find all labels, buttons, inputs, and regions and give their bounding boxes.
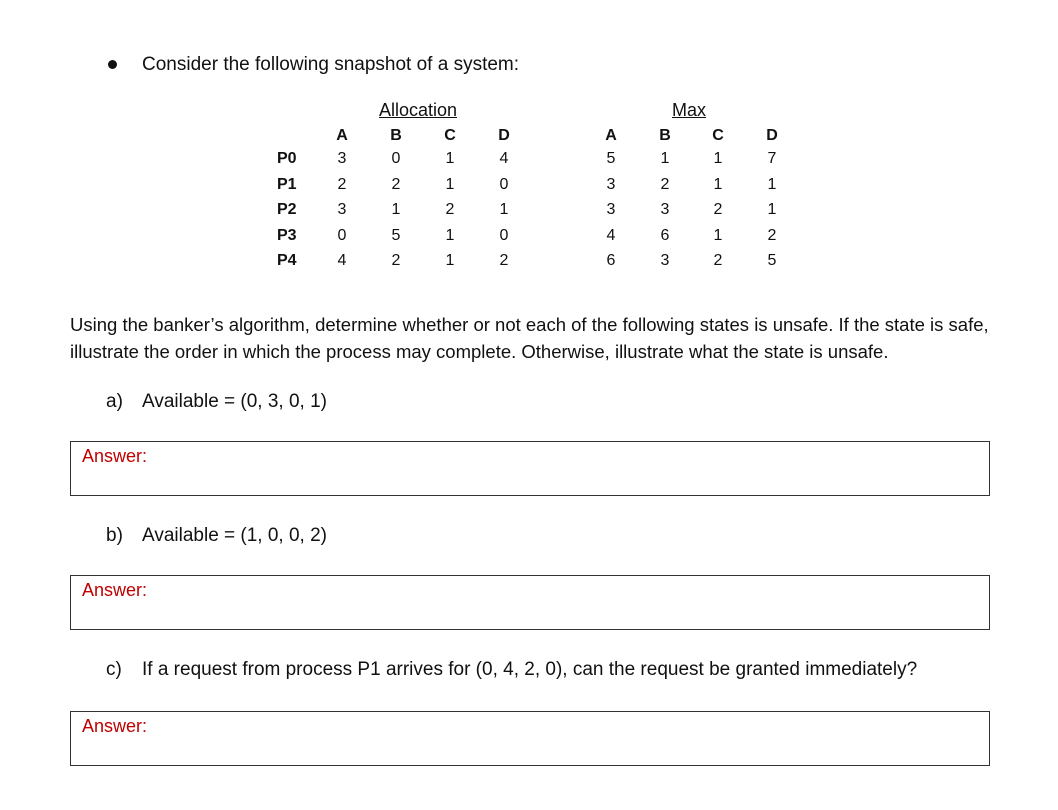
max-cell: 7	[767, 150, 777, 167]
question-a-label: a)	[106, 391, 123, 412]
max-cell: 1	[713, 176, 723, 193]
allocation-cell: 2	[391, 176, 401, 193]
question-a	[106, 391, 327, 413]
max-col-b: B	[659, 127, 671, 144]
max-cell: 1	[660, 150, 670, 167]
max-cell: 1	[767, 201, 777, 218]
max-cell: 5	[606, 150, 616, 167]
max-cell: 3	[606, 201, 616, 218]
max-cell: 3	[660, 201, 670, 218]
allocation-cell: 4	[337, 252, 347, 269]
answer-box-b[interactable]	[70, 575, 990, 630]
allocation-cell: 3	[337, 150, 347, 167]
allocation-cell: 0	[391, 150, 401, 167]
max-cell: 6	[660, 227, 670, 244]
allocation-cell: 1	[391, 201, 401, 218]
process-label-p1: P1	[277, 176, 297, 193]
max-cell: 3	[606, 176, 616, 193]
allocation-cell: 4	[499, 150, 509, 167]
allocation-cell: 2	[337, 176, 347, 193]
answer-label-c: Answer:	[82, 716, 148, 736]
allocation-cell: 3	[337, 201, 347, 218]
question-c-text: If a request from process P1 arrives for (0, 4, 2, 0), can the request be granted immediately?	[142, 659, 918, 680]
answer-label-b: Answer:	[82, 580, 148, 600]
max-cell: 1	[713, 150, 723, 167]
instructions-paragraph: Using the banker’s algorithm, determine whether or not each of the following states is unsafe. If the state is safe, illustrate the order in which the process may complete. Otherwise, illustrate what the state is unsafe.	[70, 314, 989, 362]
max-cell: 2	[660, 176, 670, 193]
allocation-cell: 1	[499, 201, 509, 218]
allocation-col-d: D	[498, 127, 510, 144]
allocation-header: Allocation	[379, 100, 458, 120]
max-cell: 2	[713, 252, 723, 269]
allocation-col-b: B	[390, 127, 402, 144]
allocation-cell: 2	[499, 252, 509, 269]
answer-label-a: Answer:	[82, 446, 148, 466]
question-a-text: Available = (0, 3, 0, 1)	[142, 391, 328, 412]
max-cell: 1	[767, 176, 777, 193]
max-cell: 1	[713, 227, 723, 244]
max-cell: 5	[767, 252, 777, 269]
max-header: Max	[672, 100, 707, 120]
question-c-label: c)	[106, 659, 122, 680]
allocation-cell: 5	[391, 227, 401, 244]
allocation-cell: 0	[499, 227, 509, 244]
process-label-p2: P2	[277, 201, 297, 218]
question-b-text: Available = (1, 0, 0, 2)	[142, 525, 328, 546]
allocation-col-c: C	[444, 127, 456, 144]
intro-text: Consider the following snapshot of a system:	[142, 54, 520, 75]
process-label-p0: P0	[277, 150, 297, 167]
bullet-icon	[108, 60, 117, 69]
question-b	[106, 525, 327, 547]
allocation-col-a: A	[336, 127, 348, 144]
allocation-cell: 1	[445, 176, 455, 193]
allocation-cell: 2	[445, 201, 455, 218]
allocation-cell: 0	[337, 227, 347, 244]
max-cell: 3	[660, 252, 670, 269]
max-cell: 2	[767, 227, 777, 244]
allocation-cell: 1	[445, 252, 455, 269]
question-b-label: b)	[106, 525, 123, 546]
max-col-d: D	[766, 127, 778, 144]
max-cell: 4	[606, 227, 616, 244]
allocation-cell: 0	[499, 176, 509, 193]
max-cell: 6	[606, 252, 616, 269]
allocation-cell: 2	[391, 252, 401, 269]
max-col-c: C	[712, 127, 724, 144]
answer-box-a[interactable]	[70, 441, 990, 496]
process-label-p3: P3	[277, 227, 297, 244]
max-col-a: A	[605, 127, 617, 144]
question-c	[106, 659, 917, 681]
max-cell: 2	[713, 201, 723, 218]
allocation-cell: 1	[445, 227, 455, 244]
process-label-p4: P4	[277, 252, 297, 269]
answer-box-c[interactable]	[70, 711, 990, 766]
allocation-cell: 1	[445, 150, 455, 167]
